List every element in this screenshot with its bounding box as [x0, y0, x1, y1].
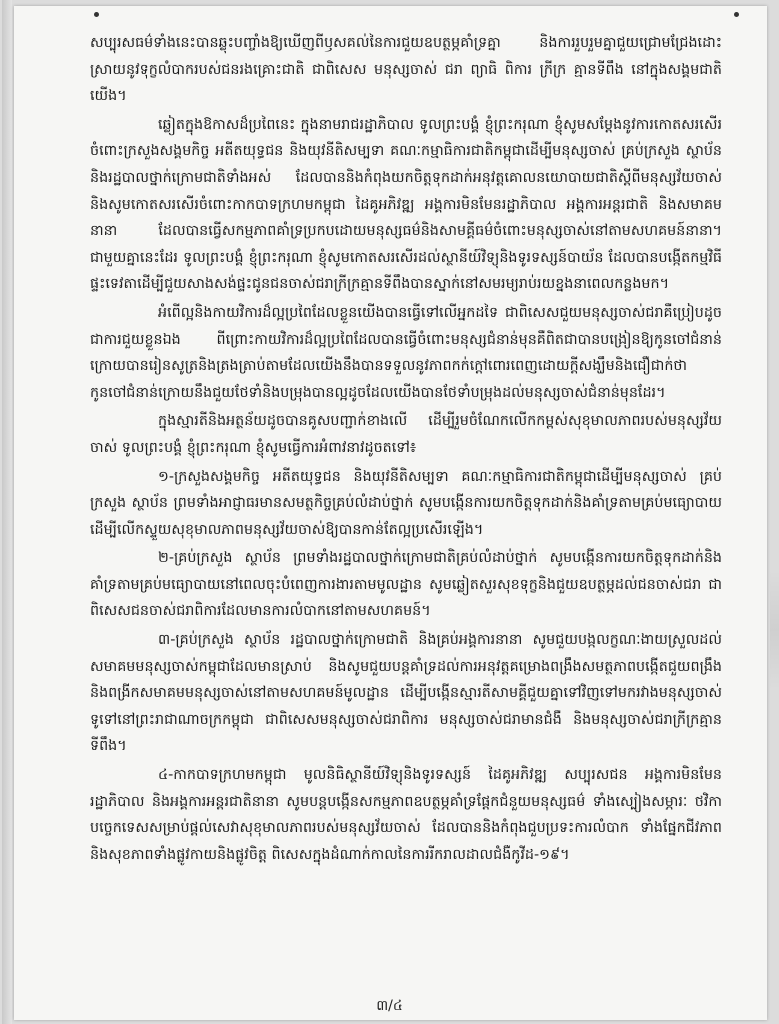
scan-artifact	[770, 570, 779, 690]
scan-edge-shadow	[2, 0, 12, 1024]
page-number: ៣/៤	[376, 998, 403, 1014]
document-body	[90, 30, 722, 870]
paragraph-good-deeds: អំពើល្អនិងកាយវិការដ៏ល្អប្រពៃដែលខ្លួនយើងបានធ្វើទៅលើអ្នកដទៃ ជាពិសេសជួយមនុស្សចាស់ជរាគឺប្រៀបដូចជាការជួយខ្លួនឯង ពីព្រោះកាយវិការដ៏ល្អប្រពៃដែលបានធ្វើចំពោះមនុស្សជំនាន់មុនគឺពិតជាបានបង្រៀនឱ្យកូនចៅជំនាន់ក្រោយបានរៀនសូត្រនិងត្រងត្រាប់តាមដែលយើងនឹងបានទទួលនូវភាពកក់ក្ដៅពោរពេញដោយក្ដីសង្ឃឹមនិងជឿជាក់ថា កូនចៅជំនាន់ក្រោយនឹងជួយថែទាំនិងបម្រុងបានល្អដូចដែលយើងបានថែទាំបម្រុងដល់មនុស្សចាស់ជំនាន់មុនដែរ។	[90, 304, 722, 401]
paragraph-appreciation: ឆ្លៀតក្នុងឱកាសដ៏ប្រពៃនេះ ក្នុងនាមរាជរដ្ឋាភិបាល ទូលព្រះបង្គំ ខ្ញុំព្រះករុណា ខ្ញុំសូមសម្ដែងនូវការកោតសរសើរចំពោះក្រសួងសង្គមកិច្ច អតីតយុទ្ធជន និងយុវនីតិសម្បទា គណៈកម្មាធិការជាតិកម្ពុជាដើម្បីមនុស្សចាស់ គ្រប់ក្រសួង ស្ថាប័ន និងរដ្ឋបាលថ្នាក់ក្រោមជាតិទាំងអស់ ដែលបាននិងកំពុងយកចិត្តទុកដាក់អនុវត្តគោលនយោបាយជាតិស្ដីពីមនុស្សវ័យចាស់ និងសូមកោតសរសើរចំពោះកាកបាទក្រហមកម្ពុជា ដៃគូអភិវឌ្ឍ អង្គការមិនមែនរដ្ឋាភិបាល អង្គការអន្តរជាតិ និងសមាគមនានា ដែលបានធ្វើសកម្មភាពគាំទ្រប្រកបដោយមនុស្សធម៌និងសាមគ្គីធម៌ចំពោះមនុស្សចាស់នៅតាមសហគមន៍នានា។ ជាមួយគ្នានេះដែរ ទូលព្រះបង្គំ ខ្ញុំព្រះករុណា ខ្ញុំសូមកោតសរសើរដល់ស្ថានីយ៍វិទ្យុនិងទូរទស្សន៍បាយ័ន ដែលបានបង្កើតកម្មវិធីផ្ទះទេវតាដើម្បីជួយសាងសង់ផ្ទះជូនជនចាស់ជរាក្រីក្រគ្មានទីពឹងបានស្នាក់នៅសមរម្យរាប់រយខ្នងនាពេលកន្លងមក។	[90, 116, 722, 293]
staple-dot	[94, 12, 99, 17]
appeal-item-4: ៤-កាកបាទក្រហមកម្ពុជា មូលនិធិស្ថានីយ៍វិទ្យុនិងទូរទស្សន៍ ដៃគូអភិវឌ្ឍ សប្បុរសជន អង្គការមិនមែនរដ្ឋាភិបាល និងអង្គការអន្តរជាតិនានា សូមបន្តបង្កើនសកម្មភាពឧបត្ថម្ភគាំទ្រផ្ដែកជំនួយមនុស្សធម៌ ទាំងស្បៀងសម្ភារៈ ថវិកា បច្ចេកទេសសម្រាប់ផ្ដល់សេវាសុខុមាលភាពរបស់មនុស្សវ័យចាស់ ដែលបាននិងកំពុងជួបប្រទះការលំបាក ទាំងផ្នែកជីវភាព និងសុខភាពទាំងផ្លូវកាយនិងផ្លូវចិត្ត ពិសេសក្នុងដំណាក់កាលនៃការរីករាលដាលជំងឺកូវីដ-១៩។	[90, 767, 722, 863]
paragraph-intro-continuation: សប្បុរសធម៌ទាំងនេះបានឆ្លុះបញ្ចាំងឱ្យឃើញពីឫសគល់នៃការជួយឧបត្ថម្ភគាំទ្រគ្នា និងការរួបរួមគ្នាជួយជ្រោមជ្រែងដោះស្រាយនូវទុក្ខលំបាករបស់ជនរងគ្រោះជាតិ ជាពិសេស មនុស្សចាស់ ជរា ព្យាធិ ពិការ ក្រីក្រ គ្មានទីពឹង នៅក្នុងសង្គមជាតិយើង។	[90, 35, 722, 105]
paragraph-appeal-intro: ក្នុងស្មារតីនិងអត្ថន័យដូចបានគូសបញ្ជាក់ខាងលើ ដើម្បីរួមចំណែកលើកកម្ពស់សុខុមាលភាពរបស់មនុស្សវ័យចាស់ ទូលព្រះបង្គំ ខ្ញុំព្រះករុណា ខ្ញុំសូមធ្វើការអំពាវនាវដូចតទៅ៖	[90, 413, 722, 456]
appeal-item-3: ៣-គ្រប់ក្រសួង ស្ថាប័ន រដ្ឋបាលថ្នាក់ក្រោមជាតិ និងគ្រប់អង្គការនានា សូមជួយបង្កលក្ខណៈងាយស្រួលដល់សមាគមមនុស្សចាស់កម្ពុជាដែលមានស្រាប់ និងសូមជួយបន្តគាំទ្រដល់ការអនុវត្តគម្រោងពង្រឹងសមត្ថភាពបង្កើតជួយពង្រឹងនិងពង្រីកសមាគមមនុស្សចាស់នៅតាមសហគមន៍មូលដ្ឋាន ដើម្បីបង្កើនស្មារតីសាមគ្គីជួយគ្នាទៅវិញទៅមករវាងមនុស្សចាស់ទូទៅនៅព្រះរាជាណាចក្រកម្ពុជា ជាពិសេសមនុស្សចាស់ជរាពិការ មនុស្សចាស់ជរាមានជំងឺ និងមនុស្សចាស់ជរាក្រីក្រគ្មានទីពឹង។	[90, 632, 722, 755]
appeal-item-1: ១-ក្រសួងសង្គមកិច្ច អតីតយុទ្ធជន និងយុវនីតិសម្បទា គណៈកម្មាធិការជាតិកម្ពុជាដើម្បីមនុស្សចាស់ គ្រប់ក្រសួង ស្ថាប័ន ព្រមទាំងអាជ្ញាធរមានសមត្ថកិច្ចគ្រប់លំដាប់ថ្នាក់ សូមបង្កើនការយកចិត្តទុកដាក់និងគាំទ្រតាមគ្រប់មធ្យោបាយដើម្បីលើកស្ទួយសុខុមាលភាពមនុស្សវ័យចាស់ឱ្យបានកាន់តែល្អប្រសើរឡើង។	[90, 468, 722, 538]
appeal-item-2: ២-គ្រប់ក្រសួង ស្ថាប័ន ព្រមទាំងរដ្ឋបាលថ្នាក់ក្រោមជាតិគ្រប់លំដាប់ថ្នាក់ សូមបង្កើនការយកចិត្តទុកដាក់និងគាំទ្រតាមគ្រប់មធ្យោបាយនៅពេលចុះបំពេញការងារតាមមូលដ្ឋាន សូមឆ្លៀតសួរសុខទុក្ខនិងជួយឧបត្ថម្ភដល់ជនចាស់ជរា ជាពិសេសជនចាស់ជរាពិការដែលមានការលំបាកនៅតាមសហគមន៍។	[90, 550, 722, 620]
staple-dot	[734, 12, 739, 17]
staple-marks	[74, 10, 754, 24]
